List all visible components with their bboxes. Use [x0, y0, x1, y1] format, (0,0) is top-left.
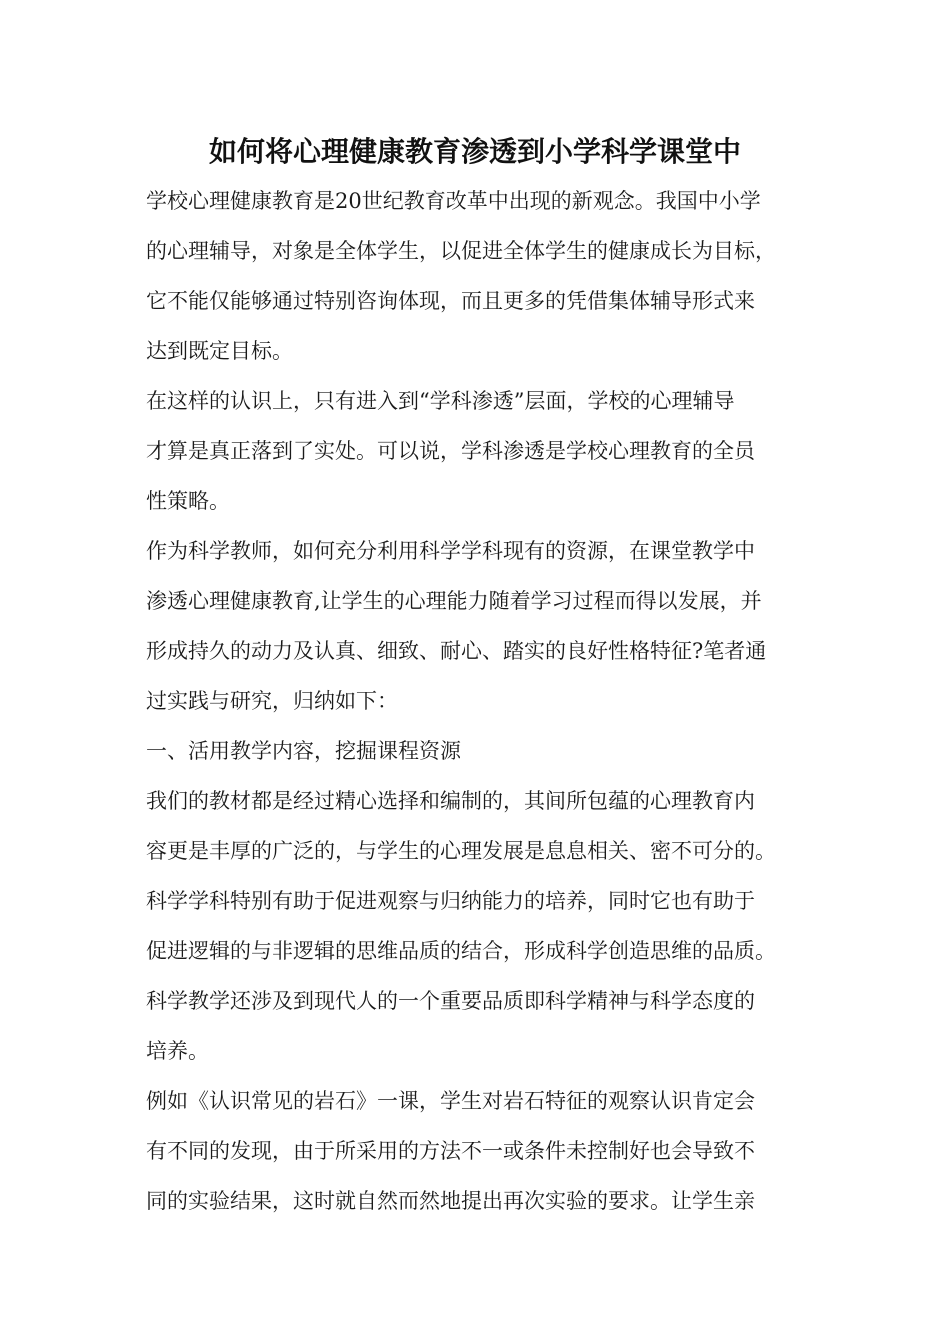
paragraph-subject-penetration	[146, 376, 816, 526]
paragraph-textbook	[146, 776, 816, 1076]
text-line: 培养。	[146, 1039, 209, 1063]
text-line: 我们的教材都是经过精心选择和编制的，其间所包蕴的心理教育内	[146, 789, 755, 813]
paragraph-science-teacher	[146, 526, 816, 726]
text-line: 促进逻辑的与非逻辑的思维品质的结合，形成科学创造思维的品质。	[146, 939, 776, 963]
text-line: 达到既定目标。	[146, 339, 293, 363]
text-line: 渗透心理健康教育,让学生的心理能力随着学习过程而得以发展，并	[146, 589, 762, 613]
text-line: 的心理辅导，对象是全体学生，以促进全体学生的健康成长为目标，	[146, 239, 776, 263]
text-line: 过实践与研究，归纳如下：	[146, 689, 398, 713]
text-line: 学校心理健康教育是20世纪教育改革中出现的新观念。我国中小学	[146, 189, 761, 213]
document-title: 如何将心理健康教育渗透到小学科学课堂中	[208, 135, 741, 168]
text-line: 性策略。	[146, 489, 230, 513]
text-line: 同的实验结果，这时就自然而然地提出再次实验的要求。让学生亲	[146, 1189, 755, 1213]
text-line: 在这样的认识上，只有进入到“学科渗透”层面，学校的心理辅导	[146, 389, 735, 413]
paragraph-example-rocks	[146, 1076, 816, 1226]
text-line: 例如《认识常见的岩石》一课，学生对岩石特征的观察认识肯定会	[146, 1089, 755, 1113]
text-line: 科学学科特别有助于促进观察与归纳能力的培养，同时它也有助于	[146, 889, 755, 913]
text-line: 有不同的发现，由于所采用的方法不一或条件未控制好也会导致不	[146, 1139, 755, 1163]
text-line: 才算是真正落到了实处。可以说，学科渗透是学校心理教育的全员	[146, 439, 755, 463]
document-body	[146, 176, 816, 1226]
text-line: 作为科学教师，如何充分利用科学学科现有的资源，在课堂教学中	[146, 539, 755, 563]
paragraph-intro	[146, 176, 816, 376]
text-line: 形成持久的动力及认真、细致、耐心、踏实的良好性格特征?笔者通	[146, 639, 767, 663]
section-heading-1	[146, 726, 816, 776]
text-line: 容更是丰厚的广泛的，与学生的心理发展是息息相关、密不可分的。	[146, 839, 776, 863]
text-line: 它不能仅能够通过特别咨询体现，而且更多的凭借集体辅导形式来	[146, 289, 755, 313]
text-line: 科学教学还涉及到现代人的一个重要品质即科学精神与科学态度的	[146, 989, 755, 1013]
text-line: 一、活用教学内容，挖掘课程资源	[146, 739, 461, 763]
